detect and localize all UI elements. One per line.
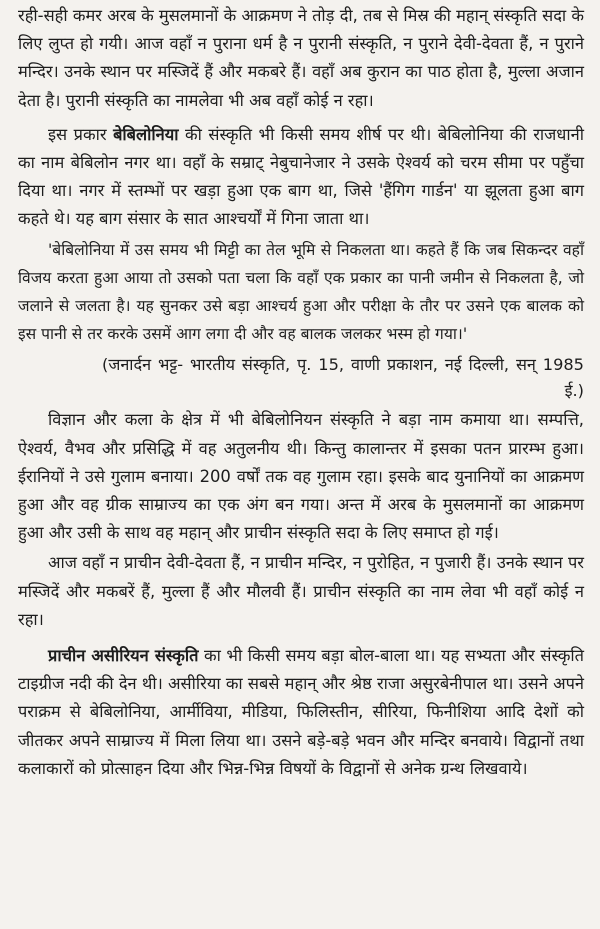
paragraph-babylonian-science: विज्ञान और कला के क्षेत्र में भी बेबिलोनियन संस्कृति ने बड़ा नाम कमाया था। सम्पत्ति, ऐश्वर्य, वैभव और प्रसिद्धि में वह अतुलनीय थी। किन्तु कालान्तर में इसका पतन प्रारम्भ हुआ। ईरानियों ने उसे गुलाम बनाया। 200 वर्षों तक वह गुलाम रहा। इसके बाद युनानियों का आक्रमण हुआ और वह ग्रीक साम्राज्य का एक अंग बन गया। अन्त में अरब के मुसलमानों का आक्रमण हुआ और उसी के साथ वह महान् और प्राचीन संस्कृति सदा के लिए समाप्त हो गई। — [18, 410, 584, 543]
highlight-babylonia: बेबिलोनिया — [113, 124, 179, 144]
paragraph-babylonia-intro — [18, 121, 584, 234]
paragraph-text: का भी किसी समय बड़ा बोल-बाला था। यह सभ्यता और संस्कृति टाइग्रीज नदी की देन थी। असीरिया का सबसे महान् और श्रेष्ठ राजा असुरबेनीपाल था। उसने अपने पराक्रम से बेबिलोनिया, आर्मीविया, मीडिया, फिलिस्तीन, सीरिया, फिनीशिया आदि देशों को जीतकर अपने साम्राज्य में मिला लिया था। उसने बड़े-बड़े भवन और मन्दिर बनवाये। विद्वानों तथा कलाकारों को प्रोत्साहन दिया और भिन्न-भिन्न विषयों के विद्वानों से अनेक ग्रन्थ लिखवाये। — [18, 646, 584, 778]
quote-citation: (जनार्दन भट्ट- भारतीय संस्कृति, पृ. 15, वाणी प्रकाशन, नई दिल्ली, सन् 1985 ई.) — [102, 355, 584, 401]
paragraph-egypt-decline: रही-सही कमर अरब के मुसलमानों के आक्रमण ने तोड़ दी, तब से मिस्र की महान् संस्कृति सदा के लिए लुप्त हो गयी। आज वहाँ न पुराना धर्म है न पुरानी संस्कृति, न पुराने देवी-देवता हैं, न पुराने मन्दिर। उनके स्थान पर मस्जिदें हैं और मकबरे हैं। वहाँ अब कुरान का पाठ होता है, मुल्ला अजान देता है। पुरानी संस्कृति का नामलेवा भी अब वहाँ कोई न रहा। — [18, 6, 584, 110]
paragraph-assyrian-culture — [18, 642, 584, 783]
block-quote: 'बेबिलोनिया में उस समय भी मिट्टी का तेल भूमि से निकलता था। कहते हैं कि जब सिकन्दर वहाँ विजय करता हुआ आया तो उसको पता चला कि वहाँ एक प्रकार का पानी जमीन से निकलता है, जो जलाने से जलता है। यह सुनकर उसे बड़ा आश्चर्य हुआ और परीक्षा के तौर पर उसने एक बालक को इस पानी से तर करके उसमें आग लगा दी और वह बालक जलकर भस्म हो गया।' — [18, 240, 584, 344]
paragraph-babylonia-today: आज वहाँ न प्राचीन देवी-देवता हैं, न प्राचीन मन्दिर, न पुरोहित, न पुजारी हैं। उनके स्थान पर मस्जिदें और मकबरें हैं, मुल्ला हैं और मौलवी हैं। प्राचीन संस्कृति का नाम लेवा भी वहाँ कोई न रहा। — [18, 553, 584, 629]
paragraph-text: इस प्रकार — [48, 124, 114, 144]
highlight-assyrian: प्राचीन असीरियन संस्कृति — [48, 646, 199, 666]
paragraph-text: की संस्कृति भी किसी समय शीर्ष पर थी। बेबिलोनिया की राजधानी का नाम बेबिलोन नगर था। वहाँ के सम्राट् नेबुचानेजार ने उसके ऐश्वर्य को चरम सीमा पर पहुँचा दिया था। नगर में स्तम्भों पर खड़ा हुआ एक बाग था, जिसे 'हैंगिग गार्डन' या झूलता हुआ बाग कहते थे। यह बाग संसार के सात आश्चर्यों में गिना जाता था। — [18, 124, 584, 229]
